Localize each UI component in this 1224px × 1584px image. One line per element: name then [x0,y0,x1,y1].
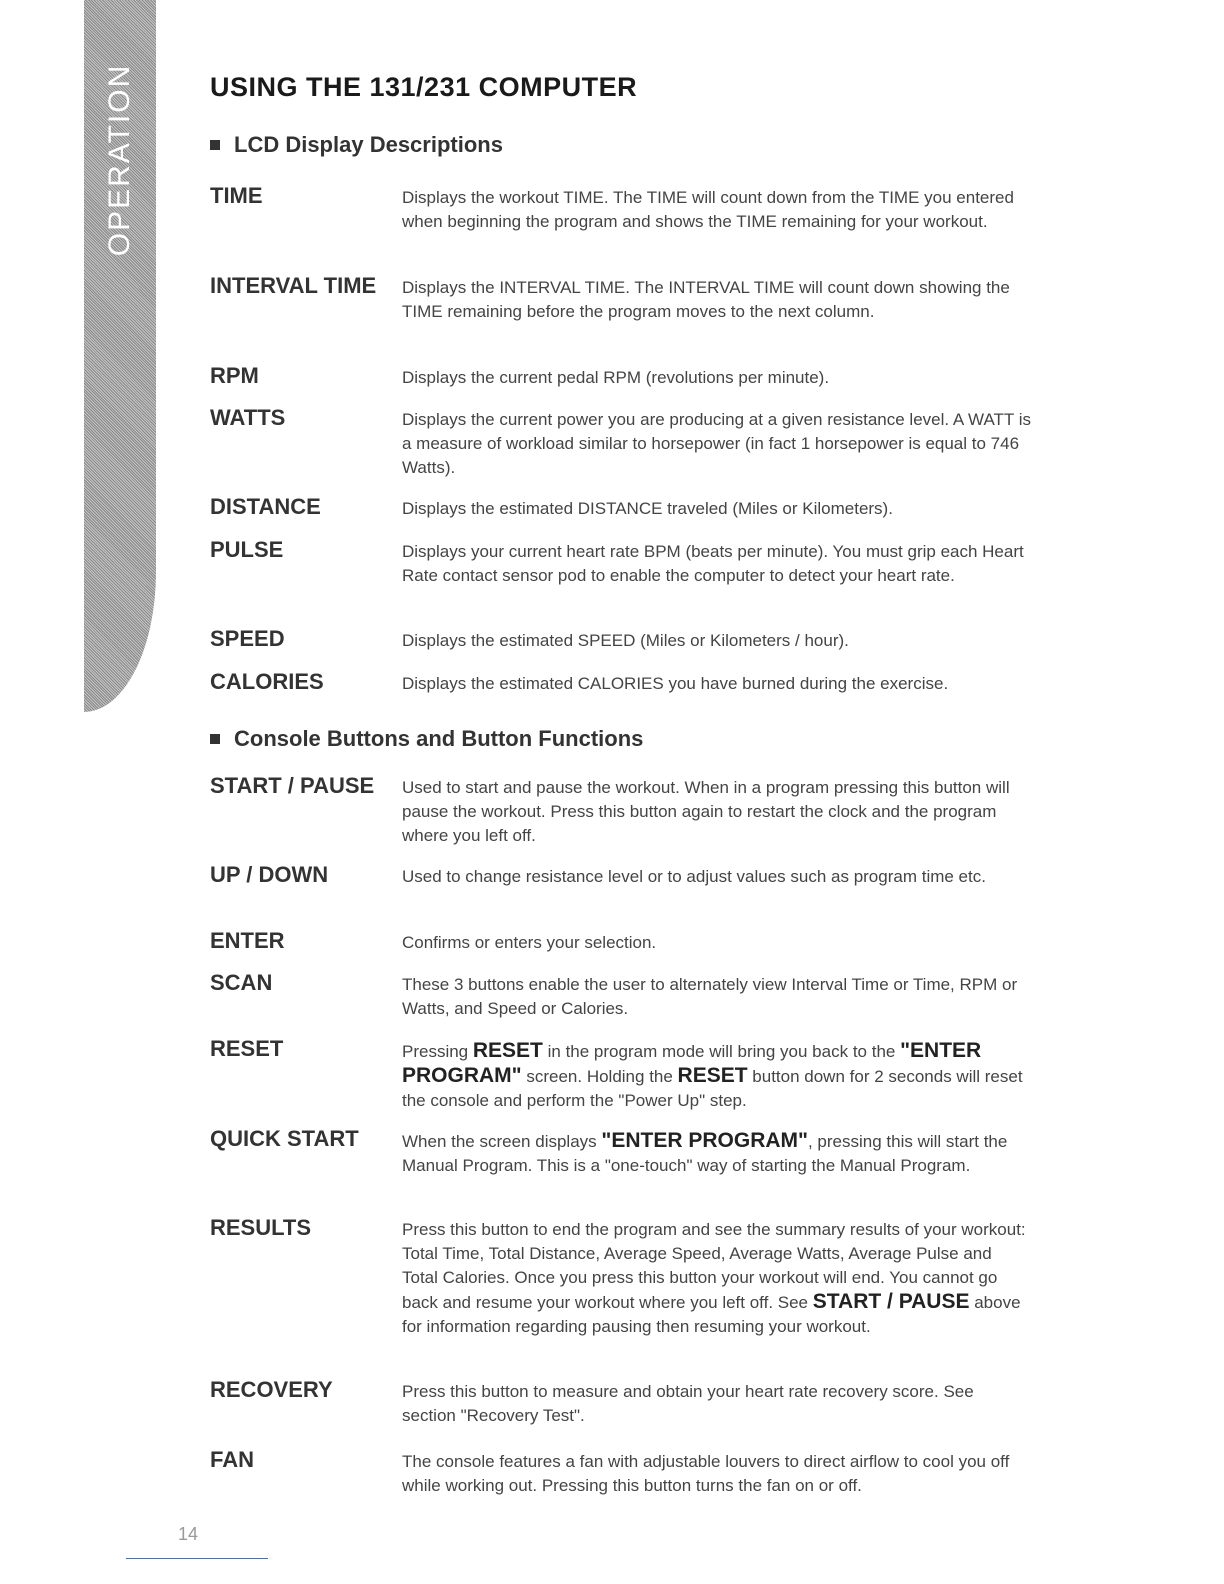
term-label: WATTS [210,405,286,430]
term-label: RECOVERY [210,1377,333,1402]
page-title: USING THE 131/231 COMPUTER [210,72,638,102]
term-description: Displays the current pedal RPM (revolutions per minute). [402,368,830,387]
term-label: RESET [210,1036,284,1061]
term-label: START / PAUSE [210,773,375,798]
term-description: The console features a fan with adjustable louvers to direct airflow to cool you off while working out. Pressing this button turns the fan on or off. [402,1452,1010,1495]
term-description: Displays the estimated DISTANCE traveled (Miles or Kilometers). [402,499,893,518]
term-label: UP / DOWN [210,862,329,887]
term-label: SPEED [210,626,285,651]
term-description: Displays your current heart rate BPM (beats per minute). You must grip each Heart Rate contact sensor pod to enable the computer to detect your heart rate. [402,542,1024,585]
term-label: DISTANCE [210,494,321,519]
term-description: Press this button to measure and obtain your heart rate recovery score. See section "Recovery Test". [402,1382,974,1425]
term-description: Confirms or enters your selection. [402,933,657,952]
term-label: QUICK START [210,1126,359,1151]
term-label: CALORIES [210,669,324,694]
square-bullet-icon [210,140,220,150]
term-description: Displays the estimated SPEED (Miles or Kilometers / hour). [402,631,849,650]
term-label: RPM [210,363,259,388]
side-tab-label: OPERATION [103,63,136,257]
footer-rule [126,1558,268,1559]
lcd-section-heading [210,132,503,158]
term-label: FAN [210,1447,254,1472]
term-label: RESULTS [210,1215,312,1240]
term-label: ENTER [210,928,285,953]
term-description: Used to start and pause the workout. When in a program pressing this button will pause the workout. Press this button again to restart the clock and the program where you left off. [402,778,1010,845]
term-description: Press this button to end the program and see the summary results of your workout: Total Time, Total Distance, Average Speed, Average Watts, Average Pulse and Total Calories. Once you press this button your workout will end. You cannot go back and resume your workout where you left off. See START / PAUSE above for information regarding pausing then resuming your workout. [402,1220,1026,1336]
square-bullet-icon [210,734,220,744]
term-description: Displays the estimated CALORIES you have burned during the exercise. [402,674,949,693]
term-description: Displays the INTERVAL TIME. The INTERVAL TIME will count down showing the TIME remaining before the program moves to the next column. [402,278,1010,321]
term-label: INTERVAL TIME [210,273,377,298]
term-description: When the screen displays "ENTER PROGRAM", pressing this will start the Manual Program. This is a "one-touch" way of starting the Manual Program. [402,1129,1008,1175]
buttons-section-heading-text: Console Buttons and Button Functions [234,726,644,751]
term-label: TIME [210,183,263,208]
buttons-section-heading [210,726,643,752]
term-description: These 3 buttons enable the user to alternately view Interval Time or Time, RPM or Watts, and Speed or Calories. [402,975,1018,1018]
term-description: Displays the workout TIME. The TIME will count down from the TIME you entered when beginning the program and shows the TIME remaining for your workout. [402,188,1014,231]
term-description: Used to change resistance level or to adjust values such as program time etc. [402,867,986,886]
term-label: SCAN [210,970,273,995]
term-description: Displays the current power you are producing at a given resistance level. A WATT is a measure of workload similar to horsepower (in fact 1 horsepower is equal to 746 Watts). [402,410,1031,477]
lcd-section-heading-text: LCD Display Descriptions [234,132,503,157]
term-label: PULSE [210,537,284,562]
term-description: Pressing RESET in the program mode will bring you back to the "ENTER PROGRAM" screen. Holding the RESET button down for 2 seconds will reset the console and perform the "Power Up" step. [402,1039,1023,1110]
page-number: 14 [178,1524,199,1544]
